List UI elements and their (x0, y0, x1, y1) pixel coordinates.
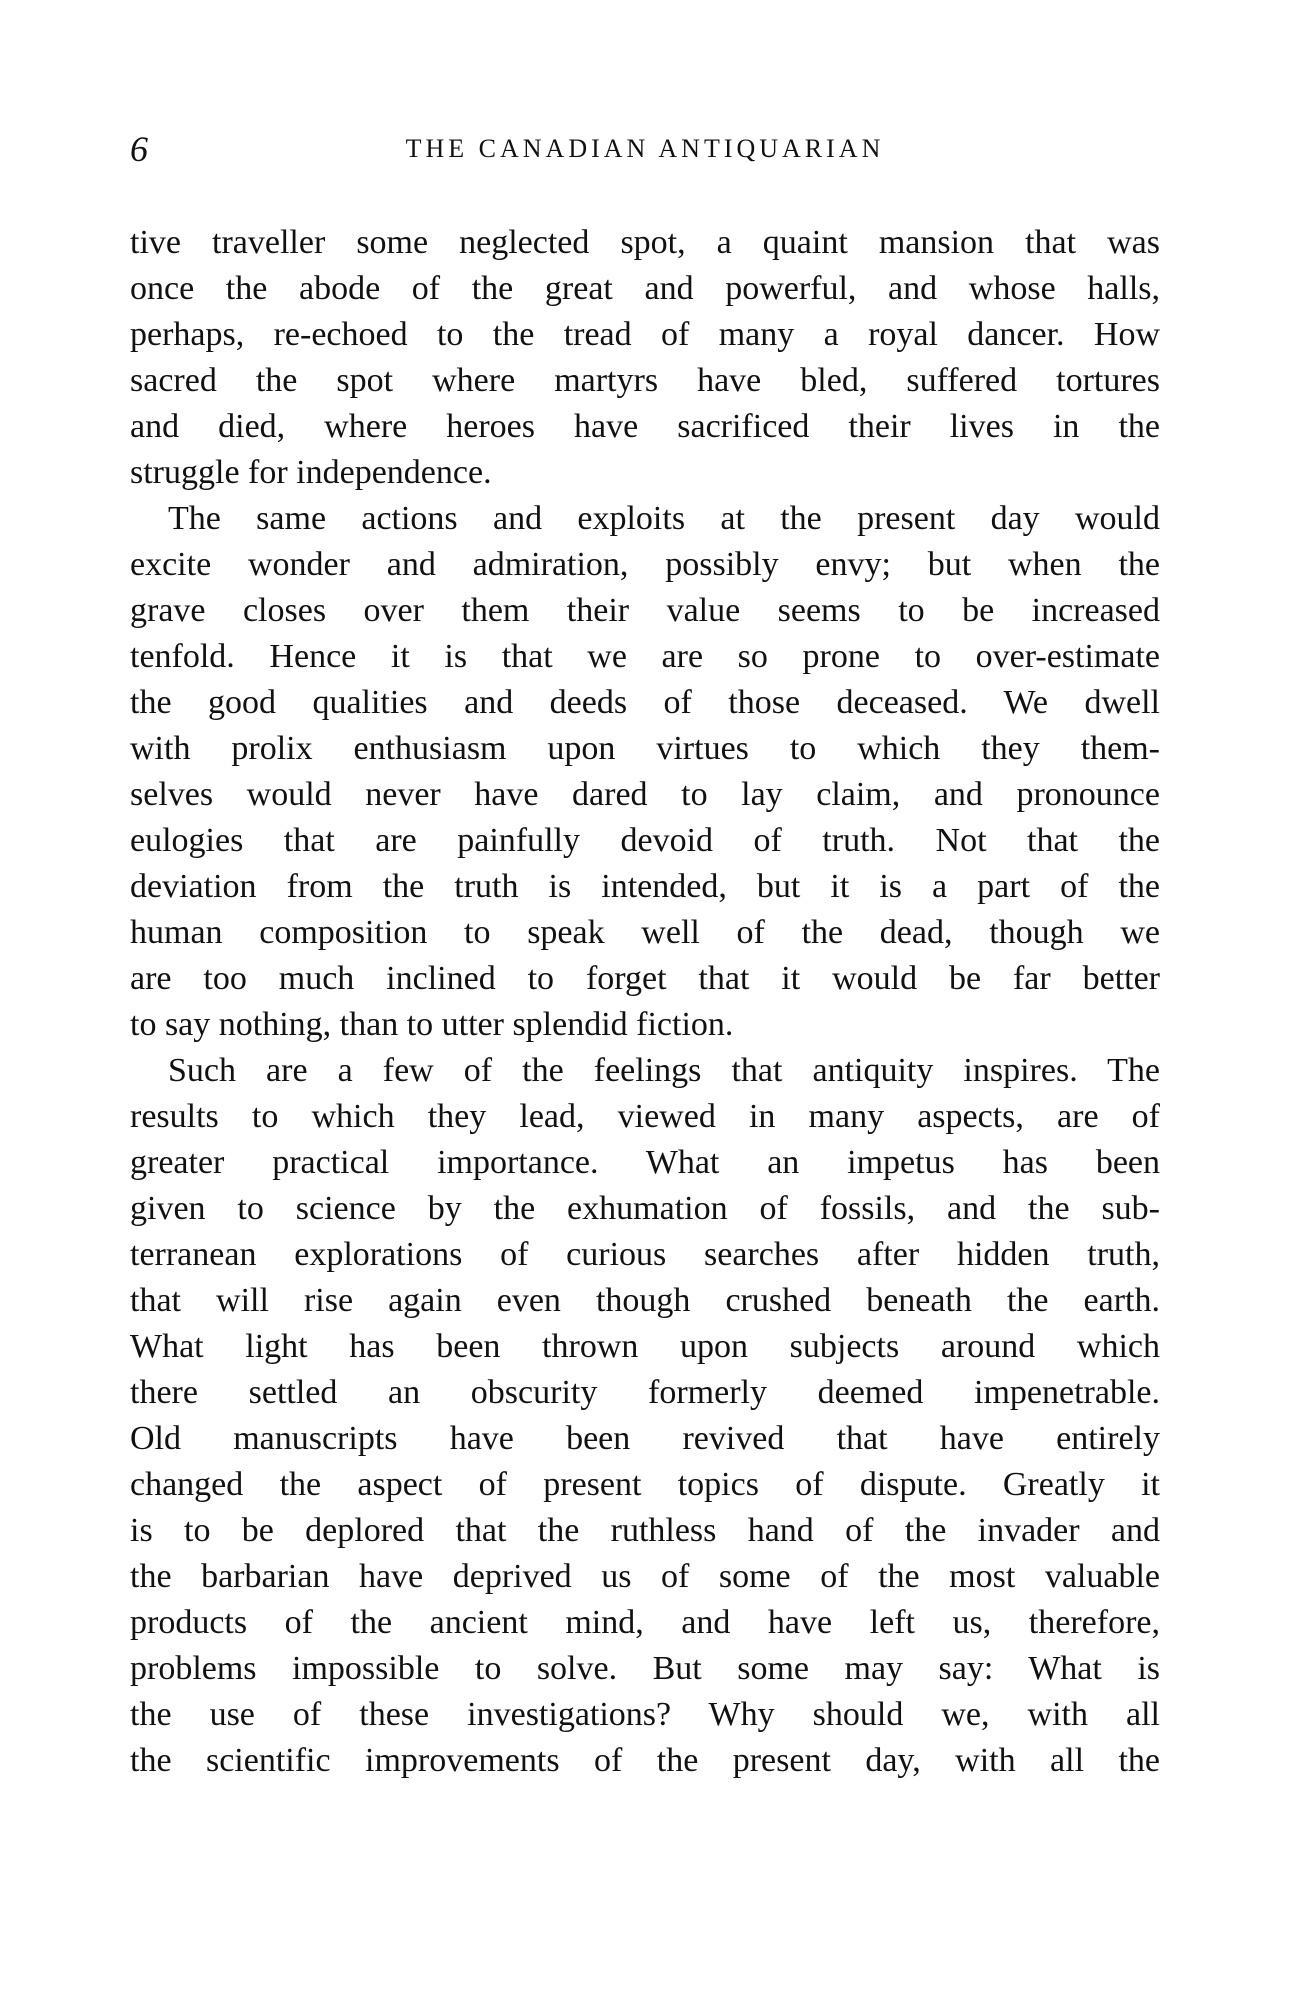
text-line: that will rise again even though crushed beneath the earth. (130, 1282, 1160, 1319)
text-line: deviation from the truth is intended, but it is a part of the (130, 868, 1160, 905)
text-line: the barbarian have deprived us of some of the most valuable (130, 1558, 1160, 1595)
text-line: once the abode of the great and powerful, and whose halls, (130, 270, 1160, 307)
text-line: human composition to speak well of the dead, though we (130, 914, 1160, 951)
text-line: The same actions and exploits at the present day would (168, 500, 1160, 537)
text-line: are too much inclined to forget that it would be far better (130, 960, 1160, 997)
body-text (130, 220, 1160, 1784)
text-line: the good qualities and deeds of those deceased. We dwell (130, 684, 1160, 721)
page-header (130, 128, 1160, 176)
running-head: THE CANADIAN ANTIQUARIAN (405, 134, 885, 163)
text-line: is to be deplored that the ruthless hand of the invader and (130, 1512, 1160, 1549)
text-line: there settled an obscurity formerly deemed impenetrable. (130, 1374, 1160, 1411)
text-line: changed the aspect of present topics of dispute. Greatly it (130, 1466, 1160, 1503)
text-line: problems impossible to solve. But some may say: What is (130, 1650, 1160, 1687)
text-line: What light has been thrown upon subjects around which (130, 1328, 1160, 1365)
text-line: the use of these investigations? Why should we, with all (130, 1696, 1160, 1733)
text-line: tive traveller some neglected spot, a quaint mansion that was (130, 224, 1160, 261)
text-line: Such are a few of the feelings that antiquity inspires. The (168, 1052, 1160, 1089)
text-line: Old manuscripts have been revived that have entirely (130, 1420, 1160, 1457)
text-line: to say nothing, than to utter splendid fiction. (130, 1006, 734, 1043)
text-line: the scientific improvements of the present day, with all the (130, 1742, 1160, 1779)
text-line: with prolix enthusiasm upon virtues to which they them- (130, 730, 1160, 767)
text-line: excite wonder and admiration, possibly envy; but when the (130, 546, 1160, 583)
text-line: results to which they lead, viewed in many aspects, are of (130, 1098, 1160, 1135)
text-line: terranean explorations of curious searches after hidden truth, (130, 1236, 1160, 1273)
text-line: perhaps, re-echoed to the tread of many a royal dancer. How (130, 316, 1160, 353)
text-line: sacred the spot where martyrs have bled, suffered tortures (130, 362, 1160, 399)
text-line: struggle for independence. (130, 454, 492, 491)
text-line: grave closes over them their value seems to be increased (130, 592, 1160, 629)
text-line: selves would never have dared to lay claim, and pronounce (130, 776, 1160, 813)
text-line: given to science by the exhumation of fossils, and the sub- (130, 1190, 1160, 1227)
text-line: tenfold. Hence it is that we are so prone to over-estimate (130, 638, 1160, 675)
text-line: products of the ancient mind, and have left us, therefore, (130, 1604, 1160, 1641)
text-line: and died, where heroes have sacrificed their lives in the (130, 408, 1160, 445)
page-number: 6 (130, 129, 148, 169)
text-line: greater practical importance. What an impetus has been (130, 1144, 1160, 1181)
text-line: eulogies that are painfully devoid of truth. Not that the (130, 822, 1160, 859)
